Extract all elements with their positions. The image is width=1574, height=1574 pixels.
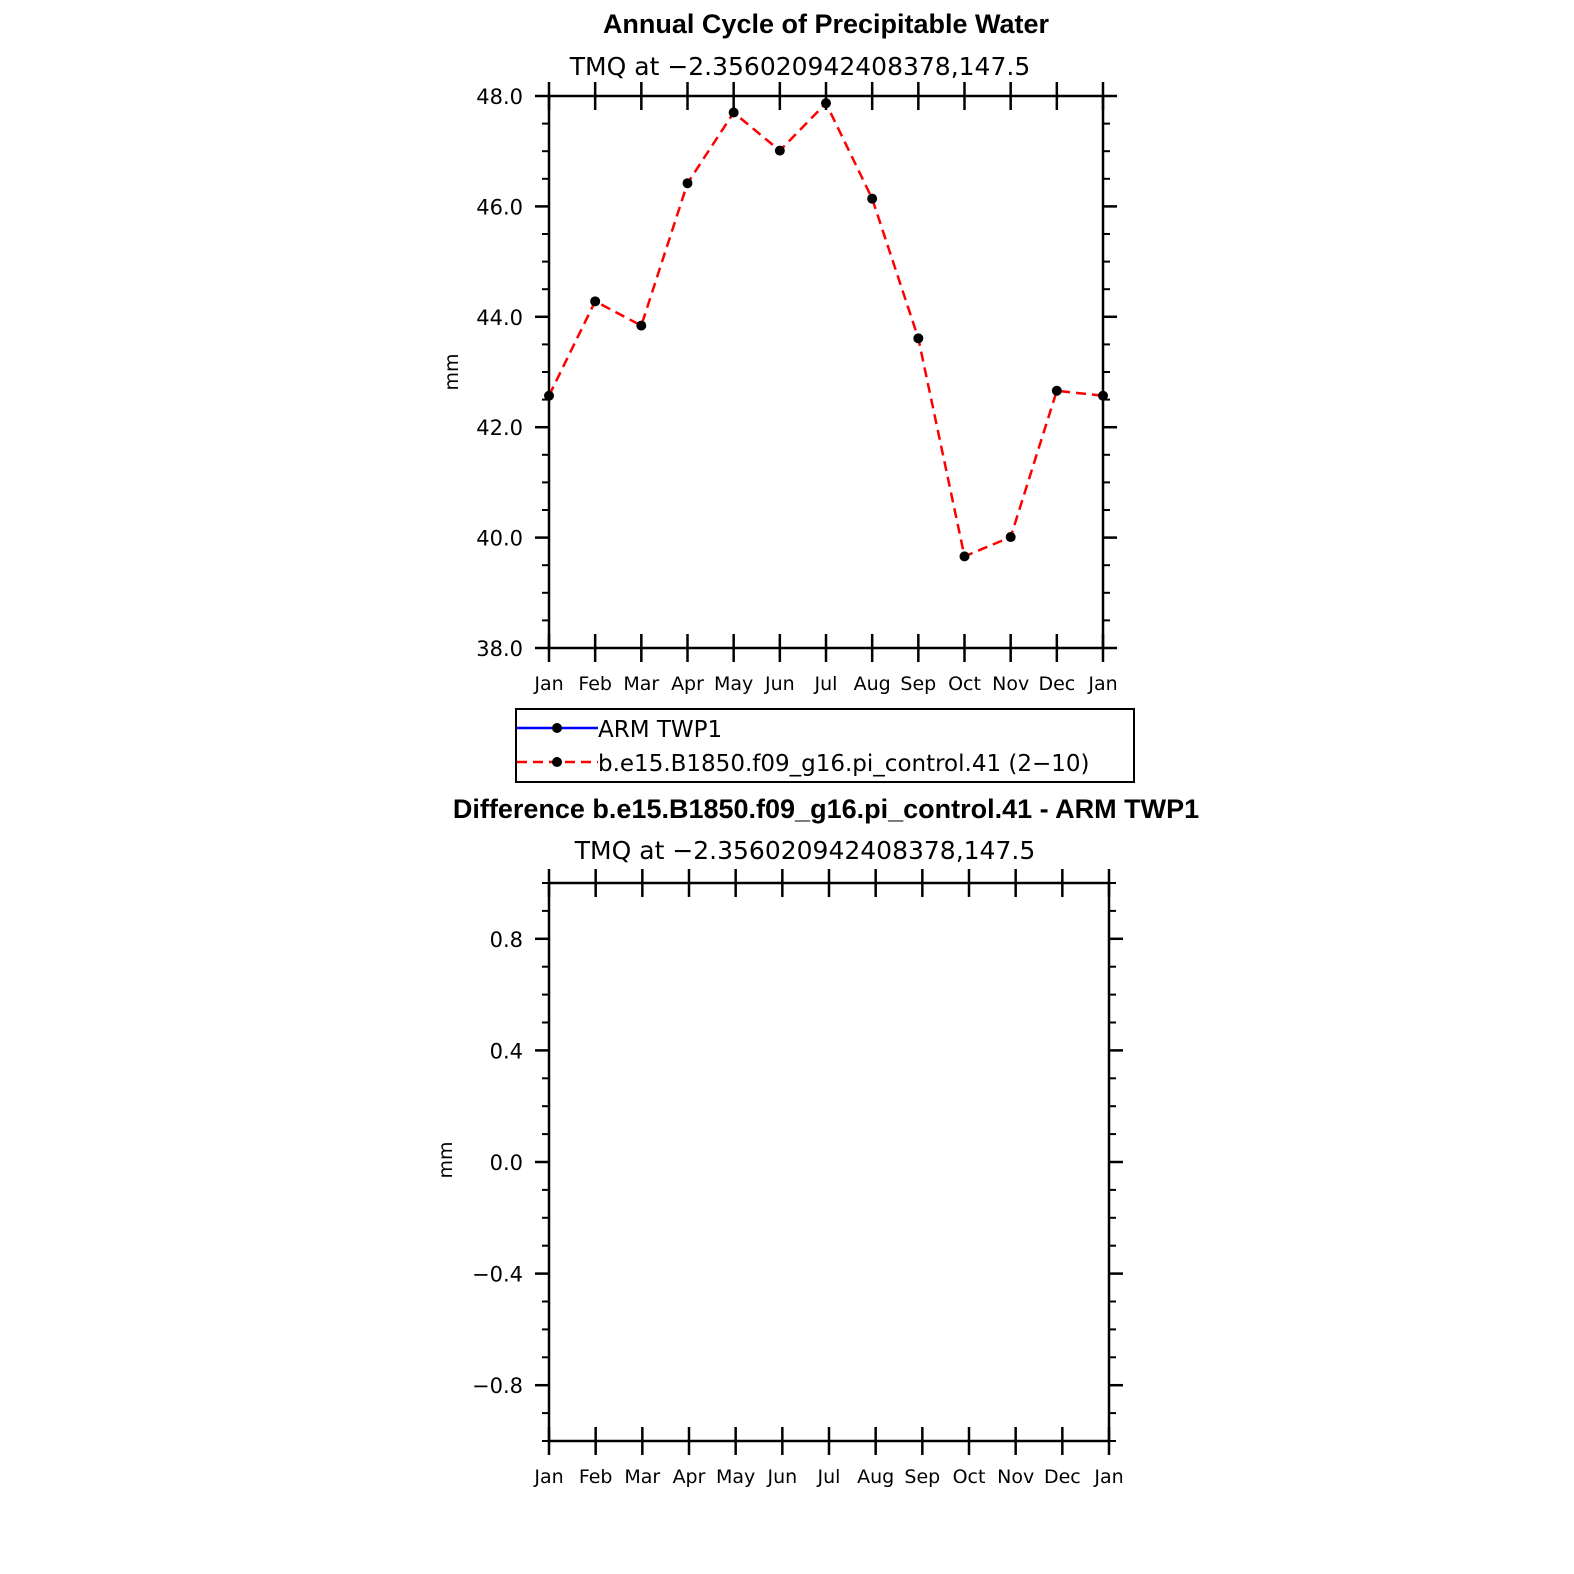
chart2-xtick-label: Jun — [767, 1466, 798, 1488]
chart1-ytick-label: 38.0 — [476, 637, 523, 661]
chart1-ytick-label: 40.0 — [476, 526, 523, 551]
chart2-xtick-label: Sep — [904, 1466, 941, 1488]
chart1-ylabel: mm — [441, 353, 463, 391]
chart1-xtick-label: Jun — [764, 673, 795, 695]
chart1-ytick-label: 44.0 — [476, 305, 523, 330]
chart1-data-point — [590, 296, 600, 306]
chart1-xtick-label: Dec — [1038, 673, 1076, 695]
chart1-ytick-label: 46.0 — [476, 195, 523, 220]
chart2-xtick-label: May — [716, 1466, 756, 1488]
chart1-data-point — [1052, 386, 1062, 396]
chart2-xtick-label: Jul — [817, 1466, 841, 1488]
chart1-xtick-label: Jan — [1088, 673, 1118, 695]
chart1-ytick-label: 48.0 — [476, 85, 523, 109]
chart1-data-point — [821, 98, 831, 108]
chart2-subtitle: TMQ at −2.356020942408378,147.5 — [574, 836, 1036, 865]
annual-cycle-chart — [441, 9, 1118, 695]
legend-label-model: b.e15.B1850.f09_g16.pi_control.41 (2−10) — [598, 751, 1090, 777]
chart1-xtick-label: Jul — [814, 673, 838, 695]
chart1-data-point — [683, 178, 693, 188]
chart2-xtick-label: Feb — [578, 1466, 613, 1488]
chart1-xtick-label: May — [714, 673, 754, 695]
chart1-title: Annual Cycle of Precipitable Water — [602, 9, 1050, 39]
chart2-xtick-label: Jan — [534, 1466, 564, 1488]
chart1-xtick-label: Apr — [671, 673, 704, 695]
chart1-data-point — [775, 146, 785, 156]
chart1-data-point — [913, 333, 923, 343]
chart2-title: Difference b.e15.B1850.f09_g16.pi_control.41 - ARM TWP1 — [452, 794, 1200, 824]
legend-marker-model — [552, 757, 562, 767]
chart1-data-point — [1006, 532, 1016, 542]
chart1-data-point — [867, 194, 877, 204]
chart1-data-point — [729, 108, 739, 118]
chart1-xtick-label: Jan — [534, 673, 564, 695]
legend-label-arm-twp1: ARM TWP1 — [598, 717, 723, 743]
chart1-series-line — [549, 103, 1103, 556]
chart2-xtick-label: Aug — [857, 1466, 895, 1488]
chart1-xtick-label: Oct — [948, 673, 981, 695]
chart1-plot-frame — [549, 96, 1103, 648]
chart1-xtick-label: Sep — [900, 673, 937, 695]
chart2-xtick-label: Nov — [997, 1466, 1035, 1488]
chart1-xtick-label: Nov — [992, 673, 1030, 695]
chart1-data-point — [544, 391, 554, 401]
chart2-xtick-label: Oct — [952, 1466, 986, 1488]
chart1-data-point — [636, 321, 646, 331]
legend — [516, 709, 1134, 782]
chart1-subtitle: TMQ at −2.356020942408378,147.5 — [569, 52, 1031, 81]
chart2-ytick-label: 0.4 — [489, 1039, 523, 1064]
chart1-xtick-label: Aug — [853, 673, 891, 695]
chart2-ytick-label: −0.8 — [472, 1374, 523, 1399]
chart2-ylabel: mm — [435, 1141, 457, 1179]
chart2-ytick-label: 0.0 — [489, 1151, 523, 1175]
chart2-plot-frame — [549, 883, 1109, 1441]
chart1-xtick-label: Mar — [623, 673, 660, 695]
chart1-xtick-label: Feb — [578, 673, 612, 695]
chart2-xtick-label: Apr — [672, 1466, 706, 1488]
chart1-data-point — [960, 551, 970, 561]
chart2-ytick-label: 0.8 — [489, 927, 523, 952]
legend-marker-arm-twp1 — [552, 723, 562, 733]
chart2-xtick-label: Dec — [1043, 1466, 1081, 1488]
chart2-xtick-label: Mar — [624, 1466, 661, 1488]
chart2-xtick-label: Jan — [1094, 1466, 1124, 1488]
chart2-ytick-label: −0.4 — [472, 1262, 523, 1287]
chart1-ytick-label: 42.0 — [476, 416, 523, 441]
chart1-data-point — [1098, 391, 1108, 401]
difference-chart — [435, 794, 1199, 1488]
